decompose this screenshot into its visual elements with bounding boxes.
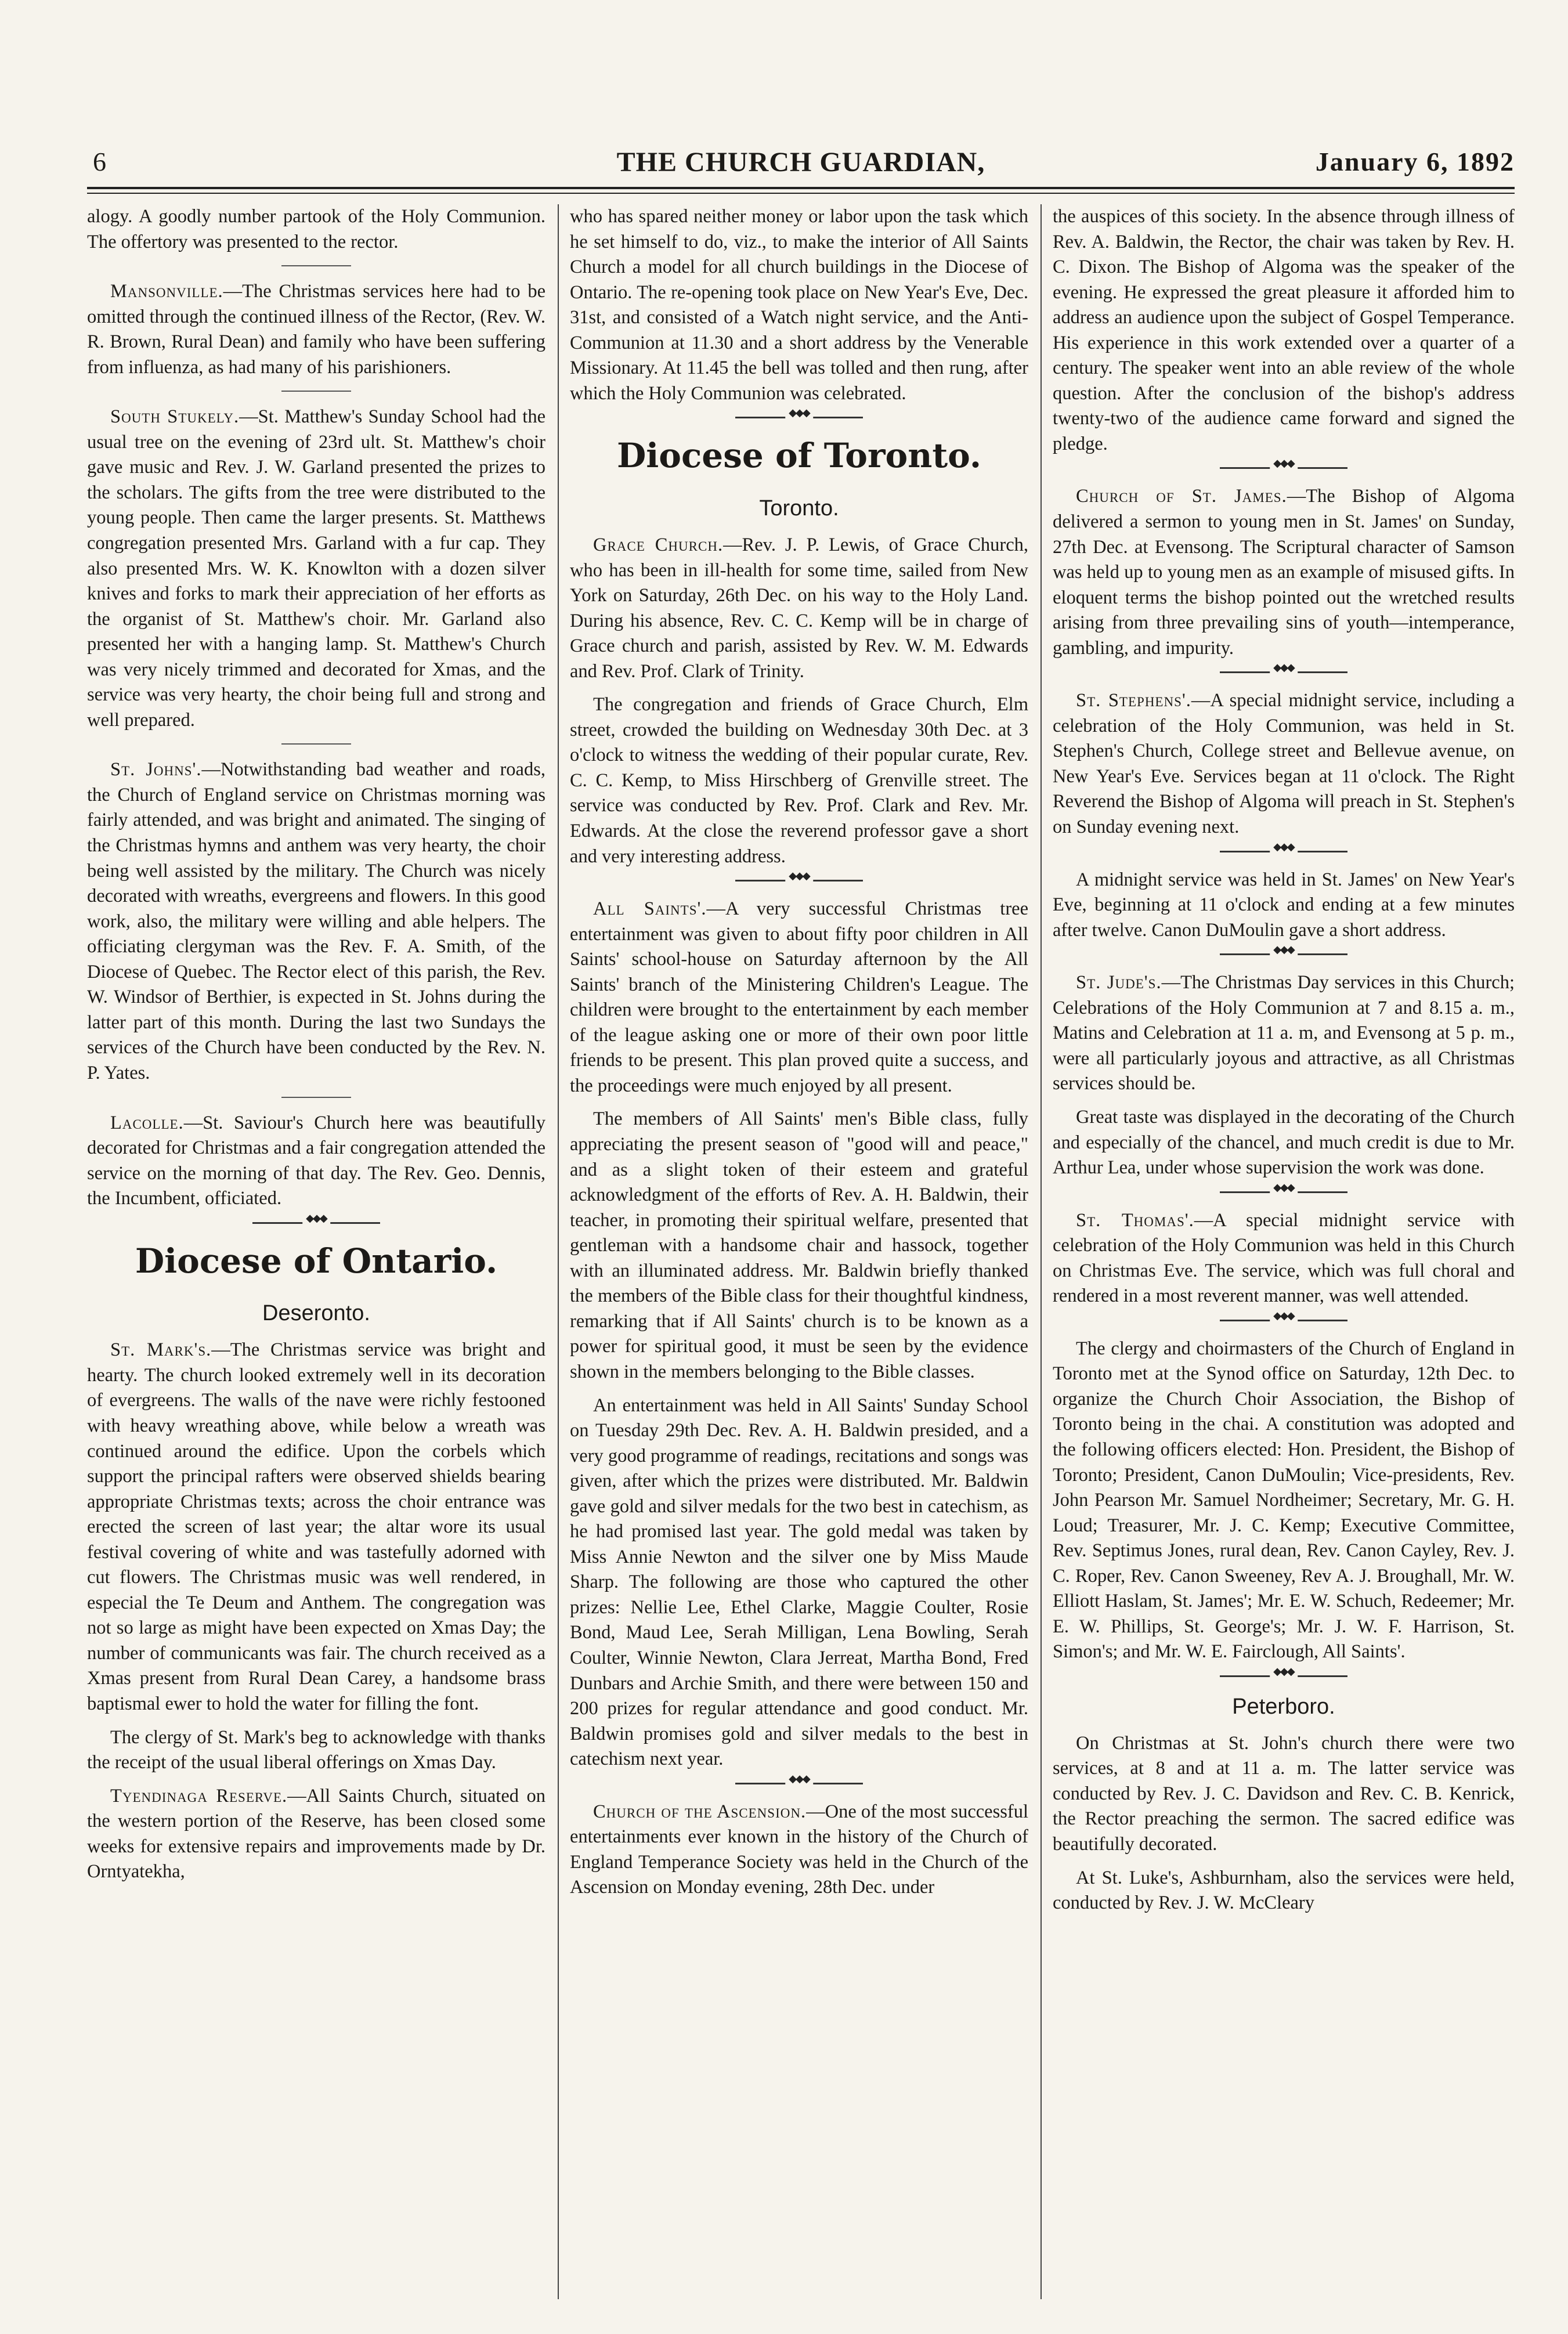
place-heading: Toronto. [759,496,839,521]
header-rule-thick [87,187,1515,189]
item-text: —The Christmas service was bright and hearty. The church looked extremely well in its decoration of evergreens. The walls of the nave were richly festooned with heavy wreathing above, while below a wreath was continued around the edifice. Upon the corbels which support the principal rafters were observed shields bearing appropriate Christmas texts; across the choir entrance was erected the screen of last year; the altar wore its usual festival covering of white and was tastefully adorned with cut flowers. The Christmas music was well rendered, in especial the Te Deum and Anthem. The congregation was not so large as might have been expected on Xmas Day; the number of communicants was fair. The church received as a Xmas present from Rural Dean Carey, a handsome brass baptismal ewer to hold the water for filling the font. [87,1339,545,1714]
paragraph [87,1338,545,1717]
ornament-rule [735,1783,863,1787]
ornament-rule [252,1222,380,1226]
item-text: —One of the most successful entertainments ever known in the history of the Church of England Temperance Society was held in the Church of the Ascension on Monday evening, 28th Dec. under [570,1801,1028,1898]
ornament-rule [735,880,863,884]
paragraph [1053,970,1515,1097]
column-1 [87,204,545,2299]
header-rule-thin [87,193,1515,194]
paragraph [570,897,1028,1099]
item-text: —St. Saviour's Church here was beautifully decorated for Christmas and a fair congregation attended the service on the morning of that day. The Rev. Geo. Dennis, the Incumbent, officiated. [87,1112,545,1209]
place-heading: Peterboro. [1232,1694,1335,1719]
paragraph: alogy. A goodly number partook of the Holy Communion. The offertory was presented to the rector. [87,206,545,252]
paragraph [1053,688,1515,840]
item-heading: Grace Church. [593,534,724,555]
paragraph [87,1784,545,1885]
paragraph: The congregation and friends of Grace Church, Elm street, crowded the building on Wednesday 30th Dec. at 3 o'clock to witness the wedding of their popular curate, Rev. C. C. Kemp, to Miss Hirschberg of Grenville street. The service was conducted by Rev. Prof. Clark and Rev. Mr. Edwards. At the close the reverend professor gave a short and very interesting address. [570,694,1028,867]
paragraph [87,757,545,1086]
separator-rule [281,265,351,266]
paragraph [87,279,545,380]
item-heading: Lacolle. [110,1112,184,1133]
item-heading: St. Stephens'. [1076,690,1191,711]
item-text: —A very successful Christmas tree entertainment was given to about fifty poor children in All Saints' school-house on Saturday afternoon by the All Saints' branch of the Ministering Children's League. The children were brought to the entertainment by each member of the league asking one or more of their own poor little friends to be present. This plan proved quite a success, and the proceedings were much enjoyed by all present. [570,898,1028,1096]
paragraph [570,1800,1028,1901]
item-text: —The Christmas Day services in this Church; Celebrations of the Holy Communion at 7 and 8.15 a. m., Matins and Celebration at 11 a. m, and Evensong at 5 p. m., were all particularly joyous and attractive, as all Christmas services should be. [1053,972,1515,1094]
item-heading: St. Jude's. [1076,972,1162,993]
paragraph: The clergy and choirmasters of the Church of England in Toronto met at the Synod office on Saturday, 12th Dec. to organize the Church Choir Association, the Bishop of Toronto being in the chai. A constitution was adopted and the following officers elected: Hon. President, the Bishop of Toronto; President, Canon DuMoulin; Vice-presidents, Rev. John Pearson Mr. Samuel Nordheimer; Secretary, Mr. G. H. Loud; Treasurer, Mr. J. C. Kemp; Executive Committee, Rev. Septimus Jones, rural dean, Rev. Canon Cayley, Rev. J. C. Roper, Rev. Canon Sweeney, Rev A. J. Broughall, Mr. W. Elliott Haslam, St. James'; Mr. E. W. Schuch, Redeemer; Mr. E. W. Phillips, St. George's; Mr. J. W. F. Harrison, St. Simon's; and Mr. W. E. Fairclough, All Saints'. [1053,1338,1515,1663]
separator-rule [281,743,351,745]
ornament-rule [1220,671,1347,675]
paragraph: the auspices of this society. In the absence through illness of Rev. A. Baldwin, the Rector, the chair was taken by Rev. H. C. Dixon. The Bishop of Algoma was the speaker of the evening. He expressed the great pleasure it afforded him to address an audience upon the subject of Gospel Temperance. His experience in this work extended over a quarter of a century. The speaker went into an able review of the whole question. After the conclusion of the bishop's address twenty-two of the audience came forward and signed the pledge. [1053,206,1515,454]
ornament-rule [1220,1675,1347,1679]
ornament-rule [735,417,863,421]
item-heading: Mansonville. [110,281,223,302]
item-heading: Church of the Ascension. [593,1801,807,1822]
item-text: —A special midnight service with celebration of the Holy Communion was held in this Church on Christmas Eve. The service, which was full choral and rendered in a most reverent manner, was well attended. [1053,1209,1515,1307]
paragraph: Great taste was displayed in the decorating of the Church and especially of the chancel, and much credit is due to Mr. Arthur Lea, under whose supervision the work was done. [1053,1106,1515,1179]
ornament-rule [1220,1320,1347,1324]
paragraph: The members of All Saints' men's Bible class, fully appreciating the present season of "good will and peace," and as a slight token of their esteem and grateful acknowledgment of the efforts of Rev. A. H. Baldwin, their teacher, in promoting their spiritual welfare, presented that gentleman with a handsome chair and hassock, together with an illuminated address. Mr. Baldwin briefly thanked the members of the Bible class for their thoughtful kindness, remarking that if All Saints' church is to be known as a power for spiritual good, it must be seen by the evidence shown in the members belonging to the Bible classes. [570,1108,1028,1382]
item-heading: All Saints'. [593,898,707,920]
paragraph: The clergy of St. Mark's beg to acknowledge with thanks the receipt of the usual liberal offerings on Xmas Day. [87,1726,545,1773]
column-3 [1053,204,1515,2299]
ornament-rule [1220,851,1347,855]
issue-date: January 6, 1892 [1315,147,1515,176]
place-heading: Deseronto. [262,1301,370,1326]
paragraph [87,1111,545,1212]
item-text: —All Saints Church, situated on the western portion of the Reserve, has been closed some weeks for extensive repairs and improvements made by Dr. Orntyatekha, [87,1785,545,1883]
paragraph: At St. Luke's, Ashburnham, also the services were held, conducted by Rev. J. W. McCleary [1053,1867,1515,1914]
item-text: —The Christmas services here had to be omitted through the continued illness of the Rector, (Rev. W. R. Brown, Rural Dean) and family who have been suffering from influenza, as had many of his parishioners. [87,281,545,378]
item-heading: Church of St. James. [1076,486,1287,507]
newspaper-title: THE CHURCH GUARDIAN, [616,147,985,178]
section-heading: Diocese of Toronto. [616,436,982,476]
ornament-rule [1220,953,1347,958]
item-heading: St. Johns'. [110,759,202,781]
item-text: —Notwithstanding bad weather and roads, the Church of England service on Christmas morning was fairly attended, and was bright and animated. The singing of the Christmas hymns and anthem was very hearty, the choir being well assisted by the military. The Church was nicely decorated with wreaths, evergreens and flowers. In this good work, also, the military were willing and able helpers. The officiating clergyman was the Rev. F. A. Smith, of the Diocese of Quebec. The Rector elect of this parish, the Rev. W. Windsor of Berthier, is expected in St. Johns during the latter part of this month. During the last two Sundays the services of the Church have been conducted by the Rev. N. P. Yates. [87,759,545,1083]
section-heading: Diocese of Ontario. [135,1241,498,1281]
item-heading: St. Thomas'. [1076,1209,1194,1231]
ornament-rule [1220,467,1347,471]
paragraph [87,404,545,733]
paragraph [570,533,1028,684]
item-text: —The Bishop of Algoma delivered a sermon to young men in St. James' on Sunday, 27th Dec. at Evensong. The Scriptural character of Samson was held up to young men as an example of misused gifts. In eloquent terms the bishop pointed out the wretched results arising from three prevailing sins of youth—intemperance, gambling, and impurity. [1053,486,1515,659]
paragraph [1053,484,1515,661]
item-text: —Rev. J. P. Lewis, of Grace Church, who has been in ill-health for some time, sailed from New York on Saturday, 26th Dec. on his way to the Holy Land. During his absence, Rev. C. C. Kemp will be in charge of Grace church and parish, assisted by Rev. W. M. Edwards and Rev. Prof. Clark of Trinity. [570,534,1028,682]
item-text: —A special midnight service, including a celebration of the Holy Communion, was held in St. Stephen's Church, College street and Bellevue avenue, on New Year's Eve. Services began at 11 o'clock. The Right Reverend the Bishop of Algoma will preach in St. Stephen's on Sunday evening next. [1053,690,1515,838]
paragraph: On Christmas at St. John's church there were two services, at 8 and at 11 a. m. The latter service was conducted by Rev. J. C. Davidson and Rev. C. B. Kenrick, the Rector preaching the sermon. The sacred edifice was beautifully decorated. [1053,1732,1515,1855]
column-2 [570,204,1028,2299]
paragraph: who has spared neither money or labor upon the task which he set himself to do, viz., to make the interior of All Saints Church a model for all church buildings in the Diocese of Ontario. The re-opening took place on New Year's Eve, Dec. 31st, and consisted of a Watch night service, and the Anti-Communion at 11.30 and a short address by the Venerable Missionary. At 11.45 the bell was tolled and then rung, after which the Holy Communion was celebrated. [570,206,1028,404]
item-heading: Tyendinaga Reserve. [110,1785,288,1806]
ornament-rule [1220,1191,1347,1195]
item-heading: St. Mark's. [110,1339,212,1361]
paragraph [1053,1208,1515,1309]
item-text: —St. Matthew's Sunday School had the usual tree on the evening of 23rd ult. St. Matthew's choir gave music and Rev. J. W. Garland presented the prizes to the scholars. The gifts from the tree were distributed to the young people. Then came the larger presents. St. Matthews congregation presented Mrs. Garland with a fur cap. They also presented Mrs. W. K. Knowlton with a dozen silver knives and forks to mark their appreciation of her efforts as the organist of St. Matthew's choir. Mr. Garland also presented her with a hanging lamp. St. Matthew's Church was very nicely trimmed and decorated for Xmas, and the service was very hearty, the choir being full and strong and well prepared. [87,406,545,731]
page-number: 6 [93,147,106,176]
article-columns [87,204,1515,2299]
item-heading: South Stukely. [110,406,240,428]
separator-rule [281,391,351,392]
separator-rule [281,1097,351,1098]
paragraph: A midnight service was held in St. James' on New Year's Eve, beginning at 11 o'clock and ending at a few minutes after twelve. Canon DuMoulin gave a short address. [1053,869,1515,941]
page-header [87,146,1515,181]
paragraph: An entertainment was held in All Saints' Sunday School on Tuesday 29th Dec. Rev. A. H. Baldwin presided, and a very good programme of readings, recitations and songs was given, after which the prizes were distributed. Mr. Baldwin gave gold and silver medals for the two best in catechism, as he had promised last year. The gold medal was taken by Miss Annie Newton and the silver one by Miss Maude Sharp. The following are those who captured the other prizes: Nellie Lee, Ethel Clarke, Maggie Coulter, Rosie Bond, Maud Lee, Serah Milligan, Lena Bowling, Serah Coulter, Winnie Newton, Clara Jerreat, Martha Bond, Fred Dunbars and Archie Smith, and there were between 150 and 200 prizes for regular attendance and good conduct. Mr. Baldwin promises gold and silver medals to the best in catechism next year. [570,1394,1028,1770]
